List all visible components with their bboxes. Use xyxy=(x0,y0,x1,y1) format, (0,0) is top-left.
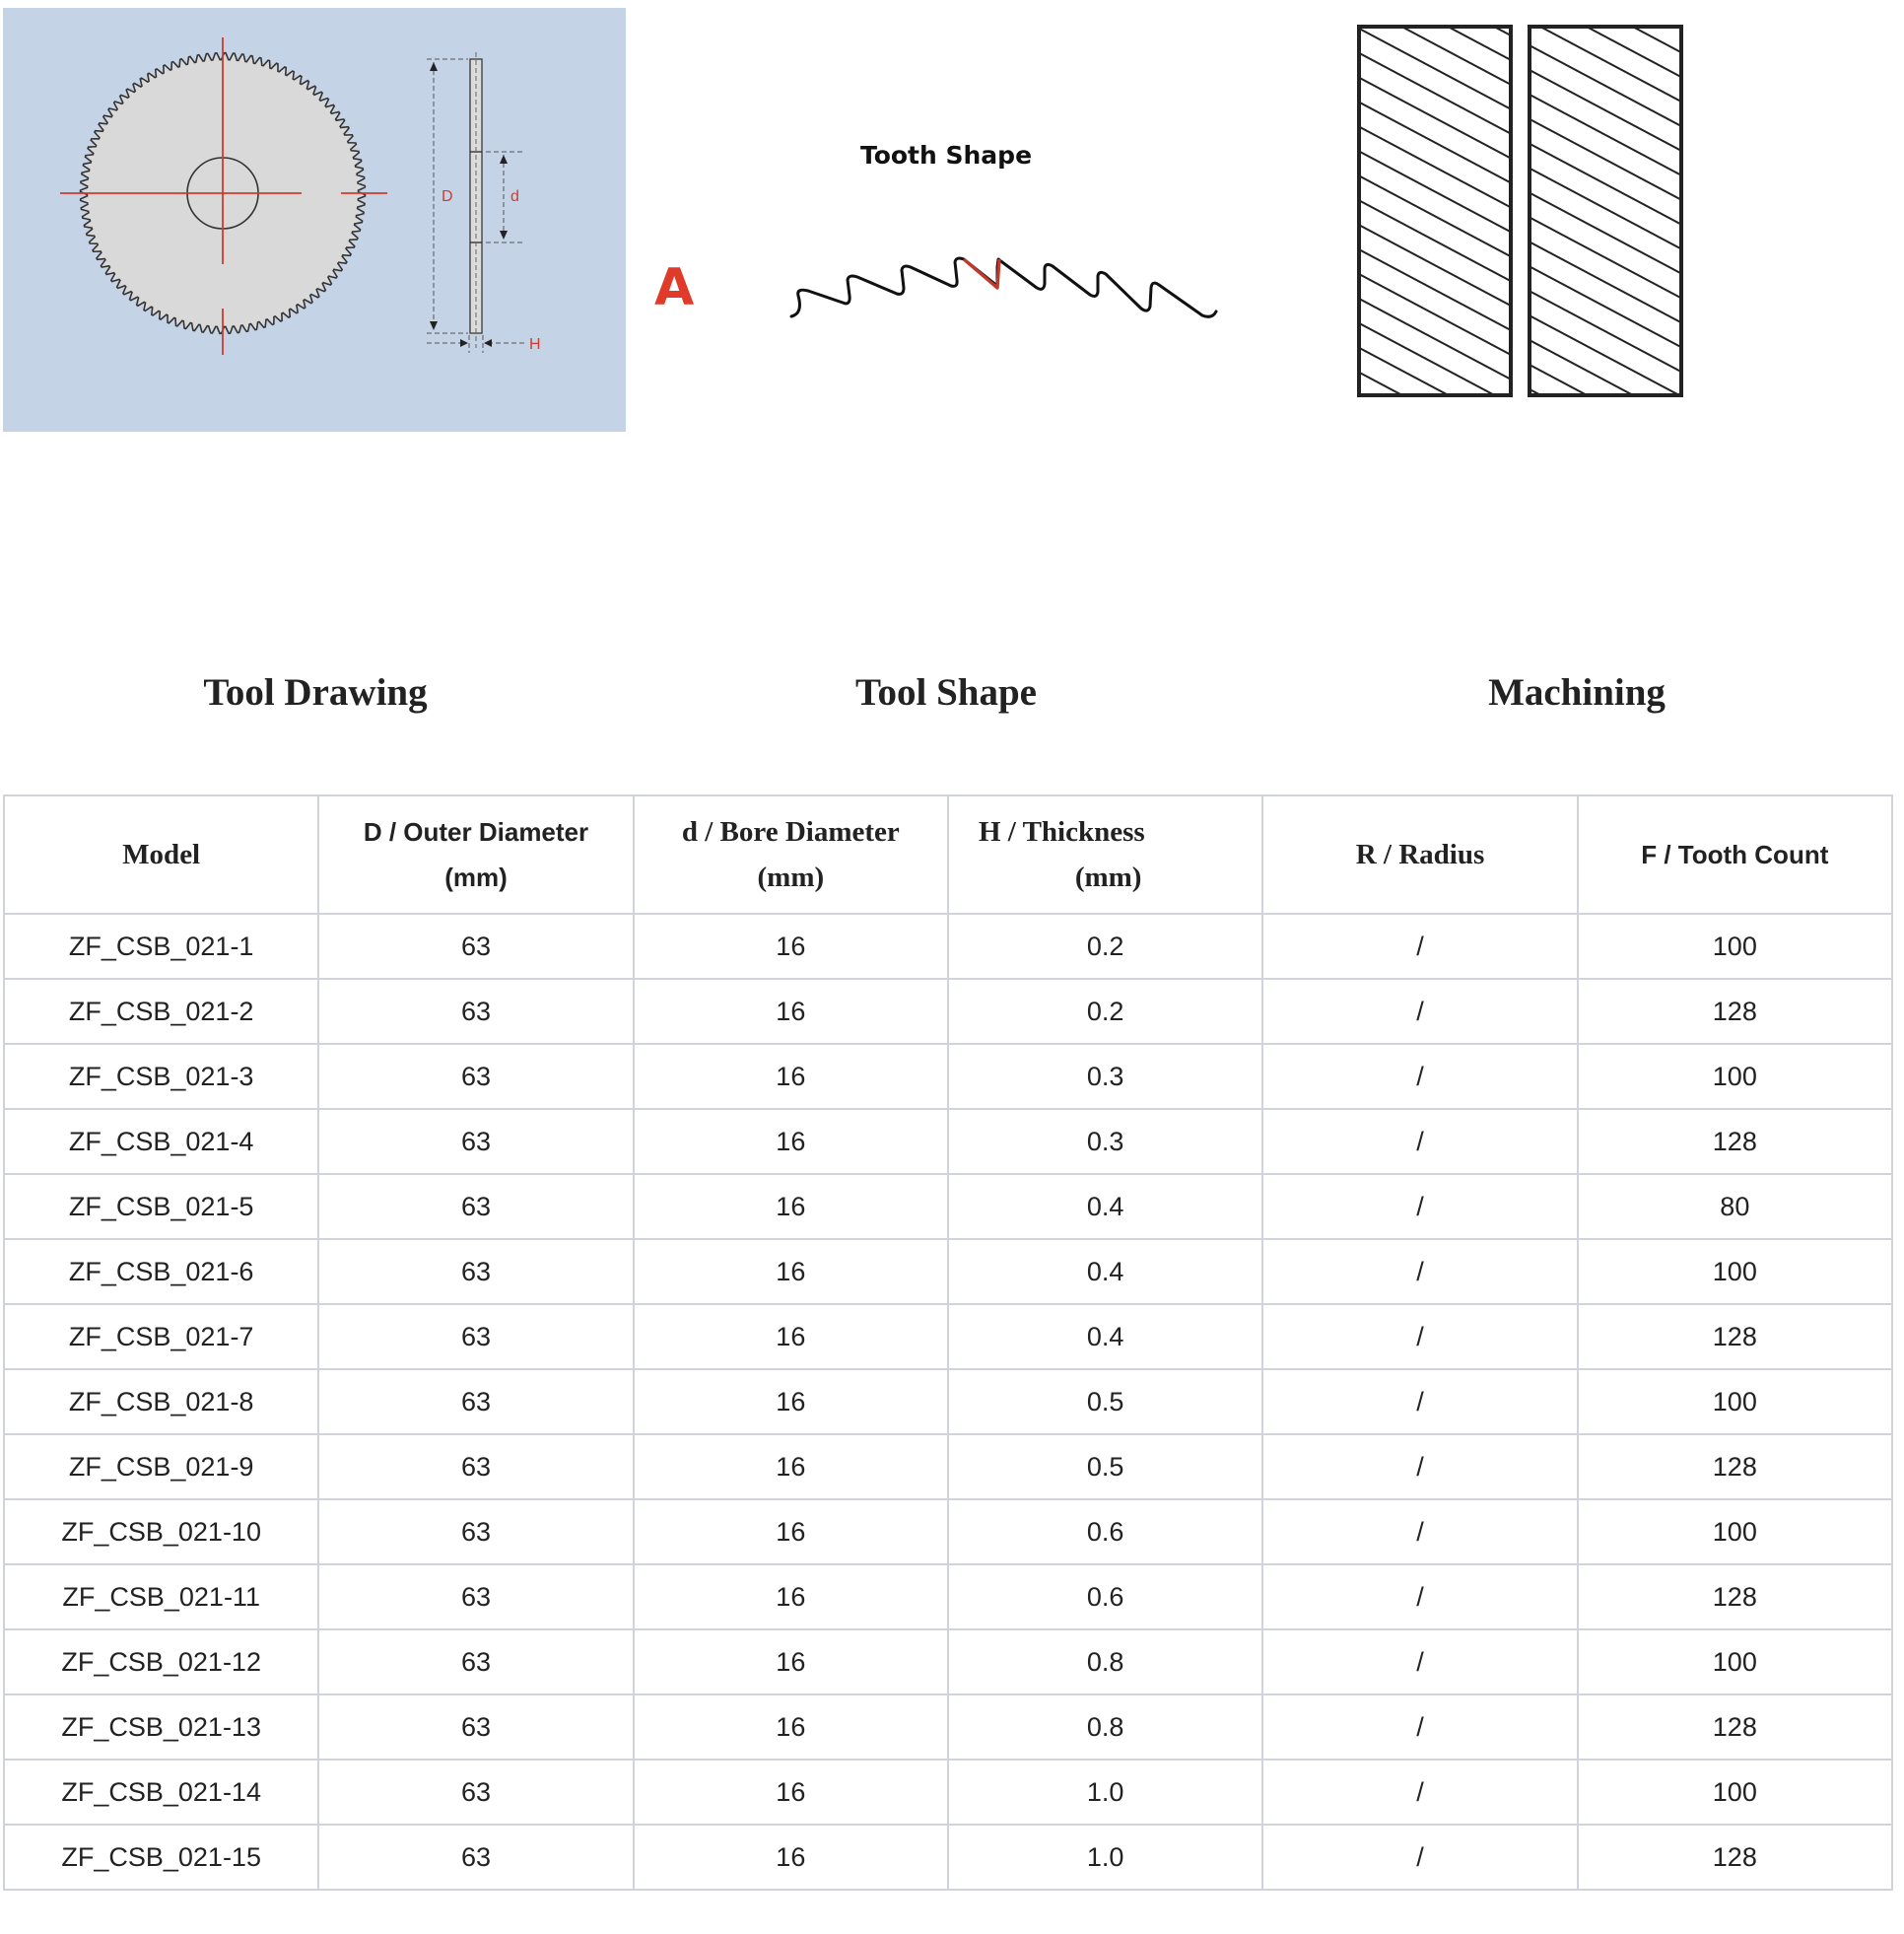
cell-model: ZF_CSB_021-1 xyxy=(4,914,318,979)
cell-tooth-count: 80 xyxy=(1578,1174,1892,1239)
table-row xyxy=(4,1434,1892,1499)
cell-outer-diameter: 63 xyxy=(318,1044,633,1109)
cell-radius: / xyxy=(1262,1694,1577,1760)
workpiece-block-right xyxy=(1530,27,1681,395)
cell-tooth-count: 100 xyxy=(1578,1629,1892,1694)
cell-model: ZF_CSB_021-6 xyxy=(4,1239,318,1304)
tooth-profile-line xyxy=(791,258,1216,316)
cell-tooth-count: 128 xyxy=(1578,1109,1892,1174)
tool-drawing-image xyxy=(3,8,626,432)
cell-tooth-count: 100 xyxy=(1578,1760,1892,1825)
cell-thickness: 0.8 xyxy=(948,1629,1262,1694)
workpiece-block-left xyxy=(1359,27,1511,395)
cell-model: ZF_CSB_021-11 xyxy=(4,1564,318,1629)
cell-thickness: 0.4 xyxy=(948,1304,1262,1369)
cell-tooth-count: 100 xyxy=(1578,1044,1892,1109)
label-thickness: H xyxy=(529,336,541,353)
cell-outer-diameter: 63 xyxy=(318,1109,633,1174)
cell-bore-diameter: 16 xyxy=(634,1825,948,1890)
cell-model: ZF_CSB_021-13 xyxy=(4,1694,318,1760)
cell-model: ZF_CSB_021-5 xyxy=(4,1174,318,1239)
cell-tooth-count: 100 xyxy=(1578,1369,1892,1434)
table-row xyxy=(4,1564,1892,1629)
header-label: d / Bore Diameter xyxy=(681,816,900,848)
table-body xyxy=(4,914,1892,1890)
cell-tooth-count: 100 xyxy=(1578,1499,1892,1564)
table-row xyxy=(4,979,1892,1044)
cell-model: ZF_CSB_021-2 xyxy=(4,979,318,1044)
header-unit: (mm) xyxy=(444,863,508,892)
cell-model: ZF_CSB_021-4 xyxy=(4,1109,318,1174)
label-bore-diameter: d xyxy=(510,188,519,205)
cell-thickness: 0.4 xyxy=(948,1174,1262,1239)
table-row xyxy=(4,1694,1892,1760)
table-row xyxy=(4,1304,1892,1369)
table-row xyxy=(4,1825,1892,1890)
header-radius xyxy=(1262,795,1577,914)
cell-outer-diameter: 63 xyxy=(318,1304,633,1369)
tooth-shape-title: Tooth Shape xyxy=(859,141,1033,170)
cell-model: ZF_CSB_021-7 xyxy=(4,1304,318,1369)
cell-bore-diameter: 16 xyxy=(634,1044,948,1109)
cell-thickness: 0.6 xyxy=(948,1564,1262,1629)
cell-radius: / xyxy=(1262,1109,1577,1174)
cell-model: ZF_CSB_021-15 xyxy=(4,1825,318,1890)
image-row xyxy=(0,0,1904,453)
cell-outer-diameter: 63 xyxy=(318,1499,633,1564)
caption-machining: Machining xyxy=(1488,671,1666,714)
cell-model: ZF_CSB_021-3 xyxy=(4,1044,318,1109)
table-row xyxy=(4,914,1892,979)
tooth-profile-drawing xyxy=(631,0,1261,434)
cell-tooth-count: 128 xyxy=(1578,979,1892,1044)
cell-outer-diameter: 63 xyxy=(318,979,633,1044)
tooth-type-letter: A xyxy=(654,258,695,317)
cell-radius: / xyxy=(1262,1304,1577,1369)
table-row xyxy=(4,1109,1892,1174)
cell-tooth-count: 128 xyxy=(1578,1694,1892,1760)
header-unit: (mm) xyxy=(1074,862,1142,893)
cell-bore-diameter: 16 xyxy=(634,1369,948,1434)
table-row xyxy=(4,1369,1892,1434)
cell-thickness: 0.6 xyxy=(948,1499,1262,1564)
spec-table xyxy=(3,794,1893,1891)
cell-bore-diameter: 16 xyxy=(634,914,948,979)
cell-radius: / xyxy=(1262,1564,1577,1629)
cell-radius: / xyxy=(1262,1044,1577,1109)
table-header-row xyxy=(4,795,1892,914)
cell-tooth-count: 100 xyxy=(1578,914,1892,979)
cell-radius: / xyxy=(1262,1434,1577,1499)
cell-radius: / xyxy=(1262,1499,1577,1564)
cell-thickness: 0.8 xyxy=(948,1694,1262,1760)
machining-drawing xyxy=(1261,0,1904,434)
cell-outer-diameter: 63 xyxy=(318,1694,633,1760)
cell-model: ZF_CSB_021-8 xyxy=(4,1369,318,1434)
table-row xyxy=(4,1239,1892,1304)
cell-radius: / xyxy=(1262,1174,1577,1239)
cell-radius: / xyxy=(1262,1239,1577,1304)
table-row xyxy=(4,1629,1892,1694)
cell-tooth-count: 128 xyxy=(1578,1304,1892,1369)
cell-model: ZF_CSB_021-14 xyxy=(4,1760,318,1825)
cell-model: ZF_CSB_021-10 xyxy=(4,1499,318,1564)
cell-radius: / xyxy=(1262,979,1577,1044)
cell-model: ZF_CSB_021-12 xyxy=(4,1629,318,1694)
header-label: H / Thickness xyxy=(978,816,1145,848)
cell-thickness: 0.5 xyxy=(948,1369,1262,1434)
cell-outer-diameter: 63 xyxy=(318,914,633,979)
cell-thickness: 0.5 xyxy=(948,1434,1262,1499)
cell-bore-diameter: 16 xyxy=(634,1564,948,1629)
tool-shape-image xyxy=(631,0,1261,434)
machining-image xyxy=(1261,0,1904,434)
cell-bore-diameter: 16 xyxy=(634,1109,948,1174)
cell-thickness: 0.3 xyxy=(948,1044,1262,1109)
cell-thickness: 1.0 xyxy=(948,1760,1262,1825)
cell-tooth-count: 100 xyxy=(1578,1239,1892,1304)
saw-blade-drawing xyxy=(3,8,626,432)
cell-bore-diameter: 16 xyxy=(634,1174,948,1239)
cell-bore-diameter: 16 xyxy=(634,1499,948,1564)
table-row xyxy=(4,1174,1892,1239)
highlighted-tooth xyxy=(964,259,999,288)
cell-tooth-count: 128 xyxy=(1578,1825,1892,1890)
cell-outer-diameter: 63 xyxy=(318,1239,633,1304)
cell-thickness: 0.4 xyxy=(948,1239,1262,1304)
header-label: Model xyxy=(122,839,201,870)
cell-radius: / xyxy=(1262,1369,1577,1434)
cell-outer-diameter: 63 xyxy=(318,1629,633,1694)
cell-outer-diameter: 63 xyxy=(318,1369,633,1434)
header-outer-diameter xyxy=(318,795,633,914)
cell-bore-diameter: 16 xyxy=(634,979,948,1044)
caption-tool-shape: Tool Shape xyxy=(855,671,1037,714)
cell-outer-diameter: 63 xyxy=(318,1760,633,1825)
caption-tool-drawing: Tool Drawing xyxy=(203,671,428,714)
cell-bore-diameter: 16 xyxy=(634,1694,948,1760)
header-tooth-count xyxy=(1578,795,1892,914)
header-unit: (mm) xyxy=(757,862,825,893)
header-bore-diameter xyxy=(634,795,948,914)
table-row xyxy=(4,1760,1892,1825)
header-thickness xyxy=(948,795,1262,914)
image-captions xyxy=(0,670,1904,729)
cell-bore-diameter: 16 xyxy=(634,1760,948,1825)
cell-tooth-count: 128 xyxy=(1578,1434,1892,1499)
cell-bore-diameter: 16 xyxy=(634,1304,948,1369)
cell-radius: / xyxy=(1262,914,1577,979)
cell-bore-diameter: 16 xyxy=(634,1434,948,1499)
header-label: D / Outer Diameter xyxy=(363,817,589,847)
cell-outer-diameter: 63 xyxy=(318,1434,633,1499)
header-model xyxy=(4,795,318,914)
cell-outer-diameter: 63 xyxy=(318,1564,633,1629)
cell-outer-diameter: 63 xyxy=(318,1825,633,1890)
cell-bore-diameter: 16 xyxy=(634,1629,948,1694)
blade-side-view xyxy=(470,52,482,348)
label-outer-diameter: D xyxy=(442,188,453,205)
cell-radius: / xyxy=(1262,1629,1577,1694)
header-label: F / Tooth Count xyxy=(1641,840,1829,869)
cell-tooth-count: 128 xyxy=(1578,1564,1892,1629)
cell-model: ZF_CSB_021-9 xyxy=(4,1434,318,1499)
cell-thickness: 0.2 xyxy=(948,979,1262,1044)
cell-radius: / xyxy=(1262,1825,1577,1890)
table-row xyxy=(4,1499,1892,1564)
cell-thickness: 0.2 xyxy=(948,914,1262,979)
cell-outer-diameter: 63 xyxy=(318,1174,633,1239)
cell-thickness: 0.3 xyxy=(948,1109,1262,1174)
cell-radius: / xyxy=(1262,1760,1577,1825)
cell-thickness: 1.0 xyxy=(948,1825,1262,1890)
header-label: R / Radius xyxy=(1355,839,1485,870)
table-row xyxy=(4,1044,1892,1109)
cell-bore-diameter: 16 xyxy=(634,1239,948,1304)
